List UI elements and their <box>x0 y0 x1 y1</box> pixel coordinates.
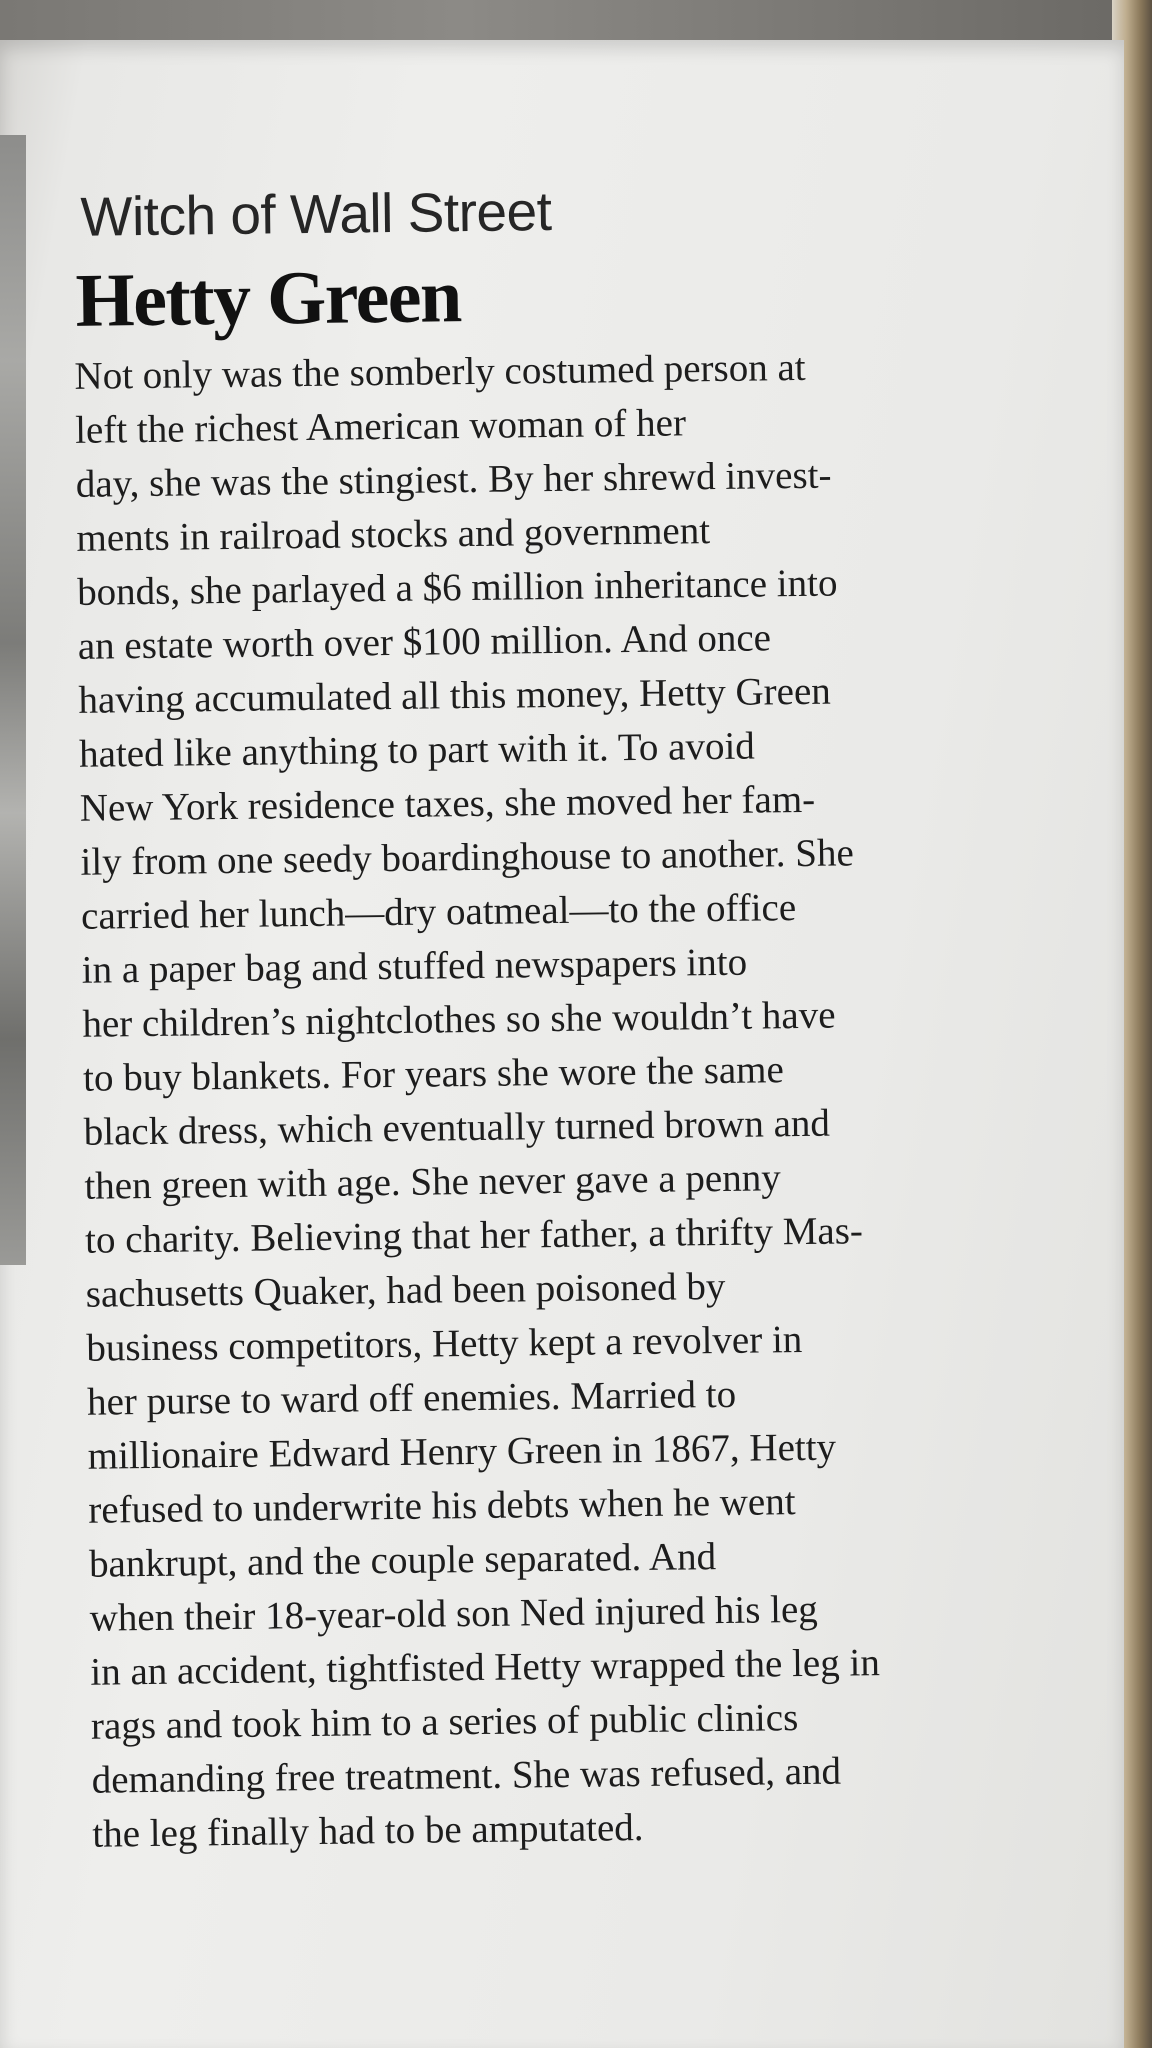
body-line: when their 18-year-old son Ned injured his leg <box>89 1587 819 1640</box>
body-line: ments in railroad stocks and government <box>76 509 711 560</box>
body-line: her purse to ward off enemies. Married to <box>86 1372 737 1424</box>
body-line: left the richest American woman of her <box>74 401 687 452</box>
body-line: then green with age. She never gave a penny <box>84 1156 781 1208</box>
article-title: Hetty Green <box>75 254 462 343</box>
body-line: an estate worth over $100 million. And once <box>77 616 772 668</box>
body-line: having accumulated all this money, Hetty Green <box>78 669 831 722</box>
article-kicker: Witch of Wall Street <box>80 180 552 248</box>
body-line: millionaire Edward Henry Green in 1867, Hetty <box>87 1425 837 1478</box>
article <box>60 158 1091 1862</box>
body-line: bonds, she parlayed a $6 million inheritance into <box>76 561 838 614</box>
body-line: day, she was the stingiest. By her shrewd invest- <box>75 453 832 506</box>
photo-edge <box>0 135 26 1265</box>
body-line: sachusetts Quaker, had been poisoned by <box>85 1264 726 1316</box>
article-body <box>74 338 1090 1862</box>
body-line: business competitors, Hetty kept a revolver in <box>86 1318 803 1370</box>
body-line: black dress, which eventually turned brown and <box>83 1101 831 1154</box>
body-line: to charity. Believing that her father, a thrifty Mas- <box>84 1209 864 1262</box>
body-line: demanding free treatment. She was refused, and <box>91 1749 842 1802</box>
body-line: in an accident, tightfisted Hetty wrapped the leg in <box>90 1641 881 1694</box>
body-line: hated like anything to part with it. To avoid <box>78 724 756 776</box>
body-line: New York residence taxes, she moved her fam- <box>79 777 816 830</box>
body-line: Not only was the somberly costumed person at <box>74 345 806 398</box>
body-line: carried her lunch—dry oatmeal—to the office <box>80 886 797 938</box>
body-line: the leg finally had to be amputated. <box>92 1805 644 1856</box>
body-line: bankrupt, and the couple separated. And <box>88 1535 717 1586</box>
body-line: to buy blankets. For years she wore the same <box>82 1048 785 1100</box>
body-line: refused to underwrite his debts when he went <box>88 1480 796 1532</box>
body-line: ily from one seedy boardinghouse to another. She <box>80 831 855 884</box>
body-line: her children’s nightclothes so she wouldn’t have <box>82 993 836 1046</box>
body-line: rags and took him to a series of public clinics <box>90 1696 799 1748</box>
body-line: in a paper bag and stuffed newspapers into <box>81 940 748 992</box>
